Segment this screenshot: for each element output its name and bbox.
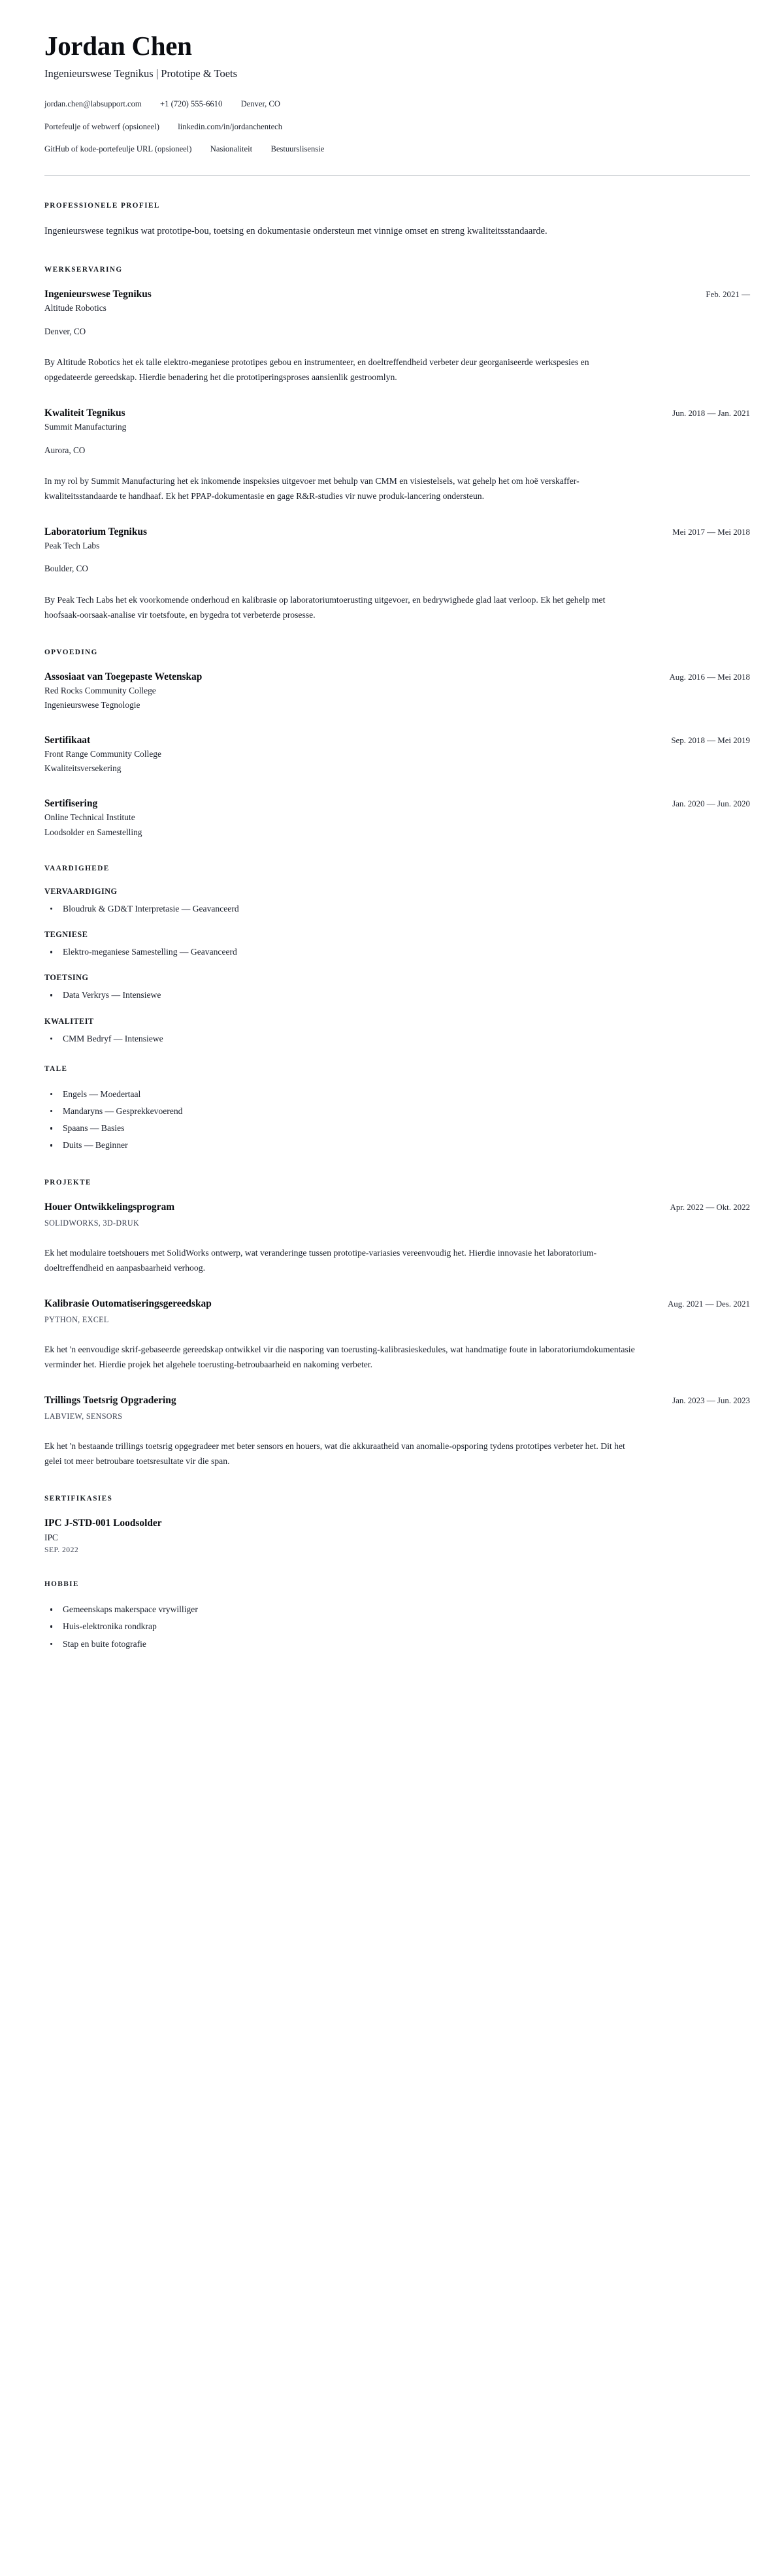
- education-entry: [44, 734, 750, 775]
- entry-head: [44, 526, 750, 538]
- certification-name: IPC J-STD-001 Loodsolder: [44, 1518, 162, 1529]
- skill-group-title: KWALITEIT: [44, 1016, 94, 1026]
- job-date: Feb. 2021 —: [706, 290, 750, 300]
- skill-group: [44, 1017, 750, 1045]
- section-languages: [44, 1065, 750, 1153]
- entry-head: [44, 1201, 750, 1213]
- job-location: Boulder, CO: [44, 564, 88, 574]
- skill-list: [44, 988, 750, 1002]
- email-text: jordan.chen@labsupport.com: [44, 99, 142, 108]
- project-date: Apr. 2022 — Okt. 2022: [670, 1202, 750, 1212]
- section-projects: [44, 1179, 750, 1469]
- job-company: Summit Manufacturing: [44, 422, 127, 432]
- school-name: Red Rocks Community College: [44, 685, 156, 695]
- phone-text: +1 (720) 555-6610: [160, 99, 223, 108]
- job-date: Mei 2017 — Mei 2018: [672, 527, 750, 537]
- field-of-study: Kwaliteitsversekering: [44, 763, 122, 774]
- project-entry: [44, 1394, 750, 1469]
- job-description: By Altitude Robotics het ek talle elektro-meganiese prototipes gebou en instrumenteer, en doeltreffendheid verbeter deur georganiseerde werkspesies en opgedateerde gereedskap. Hierdie benadering het die prototiperingsproses aansienlik gestroomlyn.: [44, 357, 589, 382]
- skill-list: [44, 902, 750, 915]
- degree-date: Aug. 2016 — Mei 2018: [669, 672, 750, 682]
- skill-list: [44, 1032, 750, 1045]
- certification-issuer: IPC: [44, 1532, 58, 1542]
- education-entry: [44, 671, 750, 712]
- section-title-languages: TALE: [44, 1064, 68, 1073]
- section-summary: [44, 202, 750, 240]
- job-description: In my rol by Summit Manufacturing het ek inkomende inspeksies uitgevoer met behulp van CMM en visiestelsels, wat gehelp het om hoë verskaffer-kwaliteitsstandaarde te handhaaf. Ek het PPAP-dokumentasie en gage R&R-studies vir nuwe produk-lancering ondersteun.: [44, 475, 580, 501]
- job-role: Ingenieurswese Tegnikus: [44, 289, 152, 300]
- hobby-item: Huis-elektronika rondkrap: [44, 1619, 750, 1633]
- experience-entry: [44, 526, 750, 622]
- language-item: Spaans — Basies: [44, 1121, 750, 1135]
- candidate-name: Jordan Chen: [44, 31, 192, 61]
- project-tech: SOLIDWORKS, 3D-DRUK: [44, 1218, 140, 1228]
- entry-head: [44, 1517, 750, 1529]
- language-item: Engels — Moedertaal: [44, 1087, 750, 1101]
- job-description: By Peak Tech Labs het ek voorkomende onderhoud en kalibrasie op laboratoriumtoerusting uitgevoer, en bedrywighede glad laat verloop. Ek het gehelp met hoofsaak-oorsaak-analise vir toetsfoute, en bygedra tot verbeterde prosesse.: [44, 594, 606, 620]
- skill-group-title: TOETSING: [44, 973, 89, 983]
- hobby-list: [44, 1602, 750, 1651]
- summary-text: Ingenieurswese tegnikus wat prototipe-bou, toetsing en dokumentasie ondersteun met vinnige omset en streng kwaliteitsstandaarde.: [44, 226, 547, 237]
- job-date: Jun. 2018 — Jan. 2021: [672, 408, 750, 418]
- skill-group-title: VERVAARDIGING: [44, 886, 118, 896]
- section-education: [44, 648, 750, 838]
- skill-group-title: TEGNIESE: [44, 930, 88, 940]
- entry-head: [44, 797, 750, 810]
- project-name: Kalibrasie Outomatiseringsgereedskap: [44, 1297, 212, 1309]
- hobby-item: Stap en buite fotografie: [44, 1637, 750, 1651]
- driving-license-text: Bestuurslisensie: [270, 144, 325, 154]
- portfolio-text: Portefeulje of webwerf (opsioneel): [44, 121, 159, 131]
- github-text: GitHub of kode-portefeulje URL (opsioneel): [44, 144, 192, 154]
- degree-name: Sertifisering: [44, 797, 98, 809]
- skill-group: [44, 887, 750, 915]
- nationality-text: Nasionaliteit: [210, 144, 253, 154]
- skill-group: [44, 973, 750, 1002]
- language-item: Mandaryns — Gesprekkevoerend: [44, 1104, 750, 1118]
- contact-row-extra: [44, 143, 750, 155]
- section-certifications: [44, 1495, 750, 1554]
- field-of-study: Loodsolder en Samestelling: [44, 827, 142, 837]
- entry-head: [44, 734, 750, 746]
- entry-head: [44, 407, 750, 419]
- project-description: Ek het 'n eenvoudige skrif-gebaseerde gereedskap ontwikkel vir die nasporing van toerusting-kalibrasieskedules, wat handmatige foute in laboratoriumdokumentasie verminder het. Hierdie projek het algehele toerusting-betroubaarheid en nakoming verbeter.: [44, 1344, 635, 1370]
- certification-date: SEP. 2022: [44, 1546, 79, 1555]
- school-name: Online Technical Institute: [44, 812, 135, 823]
- resume-header: [44, 31, 750, 176]
- section-skills: [44, 865, 750, 1045]
- project-entry: [44, 1297, 750, 1372]
- project-tech: PYTHON, EXCEL: [44, 1315, 109, 1325]
- section-hobbies: [44, 1580, 750, 1651]
- skill-item: Elektro-meganiese Samestelling — Geavanceerd: [44, 945, 750, 959]
- section-experience: [44, 266, 750, 622]
- project-date: Jan. 2023 — Jun. 2023: [672, 1396, 750, 1406]
- project-tech: LABVIEW, SENSORS: [44, 1412, 123, 1422]
- skill-list: [44, 945, 750, 959]
- location-text: Denver, CO: [240, 99, 280, 108]
- project-description: Ek het 'n bestaande trillings toetsrig opgegradeer met beter sensors en houers, wat die akkuraatheid van anomalie-opsporing tydens prototipes verbeter het. Dit het gelei tot meer betroubare toetsresultate vir die span.: [44, 1441, 625, 1467]
- section-title-hobbies: HOBBIE: [44, 1580, 79, 1589]
- project-date: Aug. 2021 — Des. 2021: [667, 1299, 750, 1309]
- entry-head: [44, 288, 750, 300]
- project-name: Trillings Toetsrig Opgradering: [44, 1395, 176, 1407]
- entry-head: [44, 1394, 750, 1407]
- education-entry: [44, 797, 750, 838]
- job-role: Laboratorium Tegnikus: [44, 526, 147, 537]
- skill-item: Bloudruk & GD&T Interpretasie — Geavanceerd: [44, 902, 750, 915]
- candidate-headline: Ingenieurswese Tegnikus | Prototipe & Toets: [44, 67, 238, 80]
- experience-entry: [44, 407, 750, 503]
- section-title-education: OPVOEDING: [44, 648, 98, 656]
- skill-item: Data Verkrys — Intensiewe: [44, 988, 750, 1002]
- section-title-summary: PROFESSIONELE PROFIEL: [44, 202, 160, 210]
- entry-head: [44, 671, 750, 683]
- section-title-experience: WERKSERVARING: [44, 266, 123, 274]
- project-name: Houer Ontwikkelingsprogram: [44, 1201, 175, 1213]
- language-item: Duits — Beginner: [44, 1138, 750, 1152]
- degree-date: Sep. 2018 — Mei 2019: [671, 735, 750, 745]
- school-name: Front Range Community College: [44, 748, 161, 759]
- section-title-skills: VAARDIGHEDE: [44, 864, 110, 872]
- job-company: Altitude Robotics: [44, 303, 106, 313]
- hobby-item: Gemeenskaps makerspace vrywilliger: [44, 1602, 750, 1616]
- section-title-projects: PROJEKTE: [44, 1178, 91, 1186]
- experience-entry: [44, 288, 750, 385]
- job-company: Peak Tech Labs: [44, 540, 100, 550]
- field-of-study: Ingenieurswese Tegnologie: [44, 700, 140, 710]
- header-divider: [44, 175, 750, 176]
- certification-entry: [44, 1517, 750, 1554]
- contact-row-primary: [44, 98, 750, 110]
- job-location: Denver, CO: [44, 326, 86, 336]
- project-entry: [44, 1201, 750, 1275]
- degree-name: Sertifikaat: [44, 734, 91, 746]
- degree-date: Jan. 2020 — Jun. 2020: [672, 799, 750, 808]
- job-location: Aurora, CO: [44, 445, 86, 455]
- section-title-certifications: SERTIFIKASIES: [44, 1495, 113, 1503]
- language-list: [44, 1087, 750, 1153]
- skill-group: [44, 930, 750, 959]
- entry-head: [44, 1297, 750, 1310]
- linkedin-text: linkedin.com/in/jordanchentech: [178, 121, 283, 131]
- contact-row-links: [44, 121, 750, 133]
- job-role: Kwaliteit Tegnikus: [44, 407, 125, 419]
- skill-item: CMM Bedryf — Intensiewe: [44, 1032, 750, 1045]
- degree-name: Assosiaat van Toegepaste Wetenskap: [44, 671, 203, 682]
- project-description: Ek het modulaire toetshouers met SolidWorks ontwerp, wat veranderinge tussen prototipe-variasies vereenvoudig het. Hierdie innovasie het laboratorium-doeltreffendheid en aanpasbaarheid verhoog.: [44, 1247, 597, 1273]
